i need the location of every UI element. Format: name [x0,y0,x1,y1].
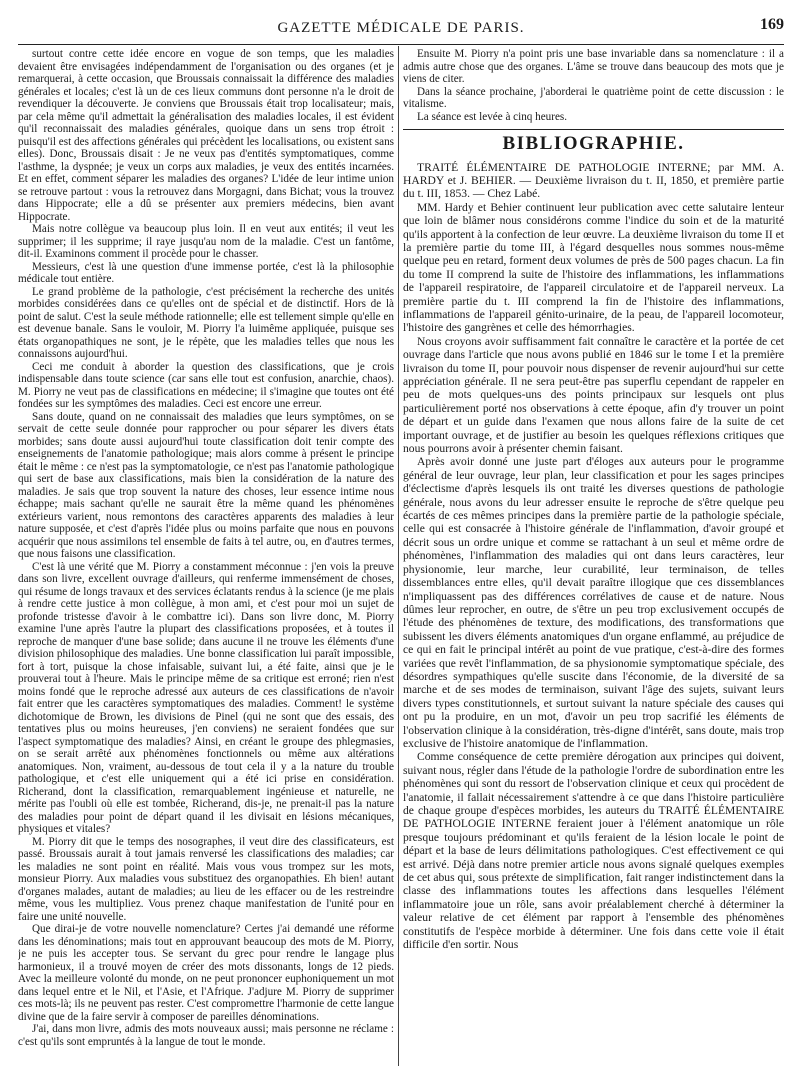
paragraph: Comme conséquence de cette première dérogation aux principes qui doivent, suivant nous, régler dans l'étude de la pathologie l'ordre de subordination entre les phénomènes qui sont du ressort de l'observation clinique et ceux qui procèdent de l'anatomie, il fallait nécessairement s'attendre à ce que dans l'histoire particulière de chaque groupe d'espèces morbides, les auteurs du TRAITÉ ÉLÉMENTAIRE DE PATHOLOGIE INTERNE feraient jouer à l'élément anatomique un rôle presque toujours prédominant et qu'ils feraient de la lésion locale le point de départ et la base de leurs délimitations pathologiques. C'est effectivement ce qui est arrivé. Déjà dans notre premier article nous avons signalé quelques exemples de cet abus qui, sous prétexte de simplification, fait ranger indistinctement dans la classe des inflammations toutes les affections dans lesquelles l'élément inflammatoire joue un rôle, sans avoir préalablement cherché à déterminer la valeur relative de cet élément par rapport à l'ensemble des phénomènes constitutifs de l'espèce morbide à déterminer. Une fois dans cette voie il était difficile d'en sortir. Nous [403,750,784,952]
section-title: BIBLIOGRAPHIE. [502,133,685,154]
paragraph: C'est là une vérité que M. Piorry a constamment méconnue : j'en vois la preuve dans son livre, excellent ouvrage d'ailleurs, qui renferme immensément de choses, qui résume de longs travaux et des services éclatants rendus à la science (je me plais à rendre cette justice à mon collègue, à mon ami, et c'est pour moi un sujet de profonde tristesse d'avoir à le combattre ici). Dans son livre donc, M. Piorry examine l'une après l'autre la plupart des classifications proposées, et à toutes il reproche de manquer d'une base solide; dans aucune il ne trouve les éléments d'une division philosophique des maladies. Une bonne classification lui paraît impossible, fort à tort, puisque la chose infaisable, suivant lui, a été faite, ainsi que je le prouverai tout à l'heure. Mais le principe même de sa critique est erroné; rien n'est moins fondé que le reproche adressé aux auteurs de ces classifications de n'avoir fait entrer que les caractères symptomatiques des maladies. Comment! le système dichotomique de Brown, les divisions de Pinel (qui ne sont que des essais, des tentatives plus ou moins heureuses, j'en conviens) ne seraient fondées que sur l'aspect symptomatique des maladies? Ainsi, en créant le groupe des phlegmasies, on se serait arrêté aux phénomènes fonctionnels ou même aux altérations anatomiques. Non, vraiment, au-dessous de tout cela il y a la nature du trouble pathologique, et c'est elle uniquement qui a été ici prise en considération. Richerand, dont la classification, remarquablement ingénieuse et naturelle, ne mérite pas l'oubli où elle est tombée, Richerand, dis-je, ne prenait-il pas la nature des maladies pour point de départ quand il les divisait en lésions mécaniques, physiques et vitales? [18,560,394,835]
paragraph: surtout contre cette idée encore en vogue de son temps, que les maladies devaient être envisagées indépendamment de l'organisation ou des organes (et je remarquerai, à cette occasion, que Broussais connaissait la différence des maladies générales et locales; c'est là un de ces lieux communs dont personne n'a le droit de revendiquer la découverte. Je conviens que Broussais était trop localisateur; mais, par cela même qu'il admettait la généralisation des maladies locales, il est évident qu'il reconnaissait des maladies générales, quoique dans un sens trop étroit : puisqu'il est des affections générales qui précèdent les localisations, ou existent sans elles). Donc, Broussais disait : Je ne veux pas d'entités symptomatiques, comme l'asthme, la dyspnée; je veux un corps aux maladies, je veux des entités incarnées. Et en effet, comment séparer les maladies des organes? L'idée de leur intime union se retrouve partout : vous la retrouvez dans Morgagni, dans Bichat; vous la trouvez dans Hippocrate; elle a dû se présenter aux premiers médecins, bien avant Hippocrate. [18,48,394,223]
paragraph: Messieurs, c'est là une question d'une immense portée, c'est là la philosophie médicale tout entière. [18,260,394,285]
page-number: 169 [760,16,784,33]
paragraph: M. Piorry dit que le temps des nosographes, il veut dire des classificateurs, est passé. Broussais aurait à tout jamais renversé les classifications des maladies; car les maladies ne sont point en réalité. Mais vous vous trompez sur les mots, monsieur Piorry. Aux maladies vous substituez des organopathies. Eh bien! autant d'organes malades, autant de maladies; au lieu de les effacer ou de les restreindre même, vous les multipliez. Vous prenez chaque manifestation de l'unité pour en faire une unité nouvelle. [18,835,394,923]
paragraph: Que dirai-je de votre nouvelle nomenclature? Certes j'ai demandé une réforme dans les dénominations; mais tout en approuvant beaucoup des mots de M. Piorry, je ne puis les accepter tous. Se servant du grec pour rendre le langage plus harmonieux, il a trouvé moyen de créer des mots dissonants, longs de 12 pieds. Avec la meilleure volonté du monde, on ne peut prononcer euphoniquement un mot dans lequel entre et le Nil, et l'Asie, et l'Afrique. J'adjure M. Piorry de supprimer ces mots-là; ils ne peuvent pas rester. C'est compromettre l'harmonie de cette langue divine que de la faire servir à composer de pareilles dénominations. [18,923,394,1023]
book-reference: TRAITÉ ÉLÉMENTAIRE DE PATHOLOGIE INTERNE; par MM. A. HARDY et J. BEHIER. — Deuxième livraison du t. II, 1850, et première partie du t. III, 1853. — Chez Labé. [403,160,784,201]
paragraph: MM. Hardy et Behier continuent leur publication avec cette salutaire lenteur que loin de blâmer nous considérons comme l'indice du soin et de la maturité qu'ils apportent à la confection de leur œuvre. La deuxième livraison du tome II et la première partie du tome III, à l'égard desquelles nous sommes nous-même quelque peu en retard, forment deux volumes de près de 500 pages chacun. La fin du tome II comprend la suite de l'histoire des inflammations, les inflammations de l'appareil respiratoire, de l'appareil circulatoire et de l'appareil nerveux. La première partie du t. III comprend la fin de l'histoire des inflammations, inflammations de l'appareil génito-urinaire, de la peau, de l'appareil locomoteur, l'histoire des gangrènes et celle des hémorrhagies. [403,200,784,335]
journal-title: GAZETTE MÉDICALE DE PARIS. [277,20,525,36]
session-close: La séance est levée à cinq heures. [417,110,568,123]
column-divider [398,46,399,1066]
page-header [18,14,784,36]
paragraph: Nous croyons avoir suffisamment fait connaître le caractère et la portée de cet ouvrage dans l'article que nous avons publié en 1846 sur le tome I et la première livraison du tome II, pour pouvoir nous dispenser de revenir aujourd'hui sur cette appréciation générale. Il ne sera peut-être pas superflu cependant de rappeler en peu de mots quelques-uns des points principaux sur lesquels ont plus particulièrement porté nos observations à cette époque, afin d'y trouver un point de départ et un guide dans l'examen que nous allons faire de la suite de cet important ouvrage, et de justifier au besoin les quelques réflexions critiques que nous pourrons avoir à présenter chemin faisant. [403,334,784,456]
right-column [403,48,784,1070]
paragraph: J'ai, dans mon livre, admis des mots nouveaux aussi; mais personne ne réclame : c'est qu'ils sont empruntés à la langue de tout le monde. [18,1023,394,1048]
paragraph: Le grand problème de la pathologie, c'est précisément la recherche des unités morbides considérées dans ce qu'elles ont de spécial et de distinctif. Hors de là point de salut. C'est la seule méthode rationnelle; elle est tellement simple qu'elle en est devenue banale. Sans le vouloir, M. Piorry l'a luimême appliquée, puisque ses états organopathiques ne sont, je le répète, que les maladies telles que nous les connaissons aujourd'hui. [18,285,394,360]
paragraph: Mais notre collègue va beaucoup plus loin. Il en veut aux entités; il veut les supprimer; il les supprime; il raye jusqu'au nom de la maladie. C'est un fantôme, dit-il. Examinons comment il procède pour le chasser. [18,223,394,260]
paragraph: Sans doute, quand on ne connaissait des maladies que leurs symptômes, on se servait de cette seule donnée pour rapprocher ou pour séparer les divers états morbides; sans doute aussi aujourd'hui toute classification doit tenir compte des enseignements de l'anatomie pathologique; mais alors comme à présent le principe était le même : ce n'est pas la symptomatologie, ce n'est pas l'anatomie pathologique qui sert de base aux classifications, mais bien la considération de la nature des maladies. Je sais que trop souvent la nature des choses, leur essence intime nous échappe; mais sachant qu'elle ne saurait être la même quand les phénomènes extérieurs varient, nous remontons des caractères apparents des maladies à leur nature supposée, et c'est d'après l'idée plus ou moins parfaite que nous en pouvons acquérir que nous assimilons tel ensemble de faits à tel autre, ou, en d'autres termes, que nous faisons une classification. [18,410,394,560]
paragraph: Après avoir donné une juste part d'éloges aux auteurs pour le programme général de leur ouvrage, leur plan, leur classification et pour les sages principes d'éclectisme d'après lesquels ils ont traité les diverses questions de pathologie générale, nous avons du leur adresser ensuite le reproche de s'être quelque peu écartés de ces mêmes principes dans la première partie de la pathologie spéciale, celle qui est consacrée à l'histoire générale de l'inflammation, d'avoir groupé et décrit sous un ordre unique et comme se rattachant à un seul et même ordre de phénomènes, l'inflammation des maladies qui ont dans leurs caractères, leur physionomie, leur marche, leur curabilité, leur terminaison, de telles dissemblances entre elles, qu'il devait paraître illogique que ces dissemblances n'impliquassent pas des différences corrélatives de cause et de nature. Nous dûmes leur reprocher, en outre, de s'être un peu trop exclusivement occupés de l'étude des phénomènes de texture, des modifications, des transformations que subissent les divers éléments anatomiques d'un organe enflammé, au préjudice de ce qui en fait le principal intérêt au point de vue pratique, c'est-à-dire des formes variées que revêt l'inflammation, de sa physionomie symptomatique spéciale, des désordres sympathiques qu'elle suscite dans l'économie, de la diversité de sa marche et de ses modes de terminaison, suivant l'âge des sujets, suivant leurs divers types constitutionnels, et surtout suivant la nature spéciale des causes qui ont pu la produire, en un mot, d'avoir un peu trop sacrifié les éléments de l'observation clinique à la considération, très-digne d'intérêt, sans doute, mais trop exclusive de l'histoire anatomique de l'inflammation. [403,455,784,750]
paragraph: Dans la séance prochaine, j'aborderai le quatrième point de cette discussion : le vitalisme. [403,85,784,110]
section-rule [403,129,784,130]
left-column [18,48,394,1070]
paragraph: Ensuite M. Piorry n'a point pris une base invariable dans sa nomenclature : il a admis autre chose que des organes. L'âme se trouve dans beaucoup des mots que je viens de citer. [403,48,784,85]
header-rule [18,44,784,45]
paragraph: Ceci me conduit à aborder la question des classifications, que je crois indispensable dans toute science (car sans elle tout est confusion, anarchie, chaos). M. Piorry ne veut pas de classifications en médecine; il s'imagine que toutes ont été fondées sur les symptômes des maladies. Ceci est encore une erreur. [18,360,394,410]
